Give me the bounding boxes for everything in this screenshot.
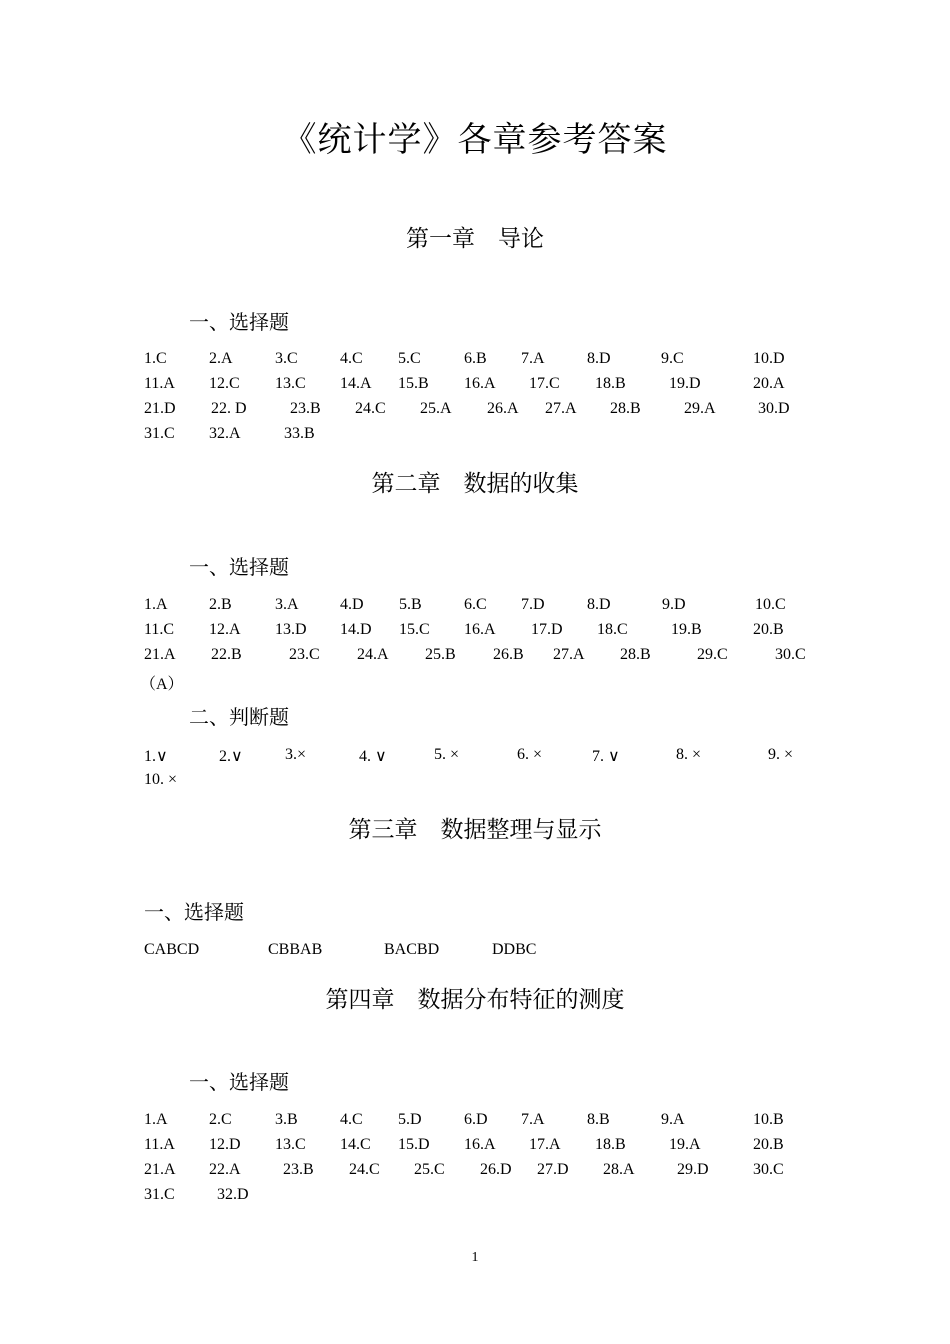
answer-item: 1.A xyxy=(144,596,168,613)
answer-item: 8.B xyxy=(587,1111,610,1128)
answer-item: CABCD xyxy=(144,941,200,958)
answer-item: 18.C xyxy=(597,621,628,638)
answer-item: 27.D xyxy=(537,1161,569,1178)
answer-item: 26.D xyxy=(480,1161,512,1178)
answer-item: 23.B xyxy=(283,1161,314,1178)
answer-item: 22.A xyxy=(209,1161,241,1178)
answer-item: 1.A xyxy=(144,1111,168,1128)
answer-item: 3.A xyxy=(275,596,299,613)
answer-item: 3.× xyxy=(285,746,307,763)
answer-item: 24.A xyxy=(357,646,389,663)
answer-item: 3.C xyxy=(275,350,298,367)
answer-item: 29.C xyxy=(697,646,728,663)
section-label: 二、判断题 xyxy=(189,705,289,729)
answer-item: 25.B xyxy=(425,646,456,663)
answer-item: 28.B xyxy=(620,646,651,663)
answer-item: 7.D xyxy=(521,596,545,613)
answer-item: 12.D xyxy=(209,1136,241,1153)
answer-item: 2.A xyxy=(209,350,233,367)
answer-item: 5.C xyxy=(398,350,421,367)
answer-item: 21.D xyxy=(144,400,176,417)
answer-item: 12.C xyxy=(209,375,240,392)
answer-item: 25.C xyxy=(414,1161,445,1178)
answer-item: 17.A xyxy=(529,1136,561,1153)
answer-item: 16.A xyxy=(464,621,496,638)
answer-item: 2.∨ xyxy=(219,748,243,765)
answer-item: 33.B xyxy=(284,425,315,442)
answer-item: 17.D xyxy=(531,621,563,638)
answer-item: 2.B xyxy=(209,596,232,613)
answer-item: 1.C xyxy=(144,350,167,367)
answer-item: 15.C xyxy=(399,621,430,638)
answer-item: 14.D xyxy=(340,621,372,638)
page-number: 1 xyxy=(471,1250,479,1265)
answer-item: 19.B xyxy=(671,621,702,638)
answer-item: 4. ∨ xyxy=(359,748,387,765)
answer-item: 7.A xyxy=(521,1111,545,1128)
answer-item: 5.D xyxy=(398,1111,422,1128)
section-label: 一、选择题 xyxy=(189,1070,289,1094)
answer-item: 29.D xyxy=(677,1161,709,1178)
answer-item: 14.C xyxy=(340,1136,371,1153)
answer-item: 10.B xyxy=(753,1111,784,1128)
section-label: 一、选择题 xyxy=(189,310,289,334)
answer-item: 13.C xyxy=(275,1136,306,1153)
answer-item: 30.C xyxy=(775,646,806,663)
answer-item: 19.D xyxy=(669,375,701,392)
answer-item: 28.B xyxy=(610,400,641,417)
answer-item: 11.A xyxy=(144,375,175,392)
answer-item: 15.D xyxy=(398,1136,430,1153)
answer-item: 12.A xyxy=(209,621,241,638)
answer-item: 11.A xyxy=(144,1136,175,1153)
answer-item: 23.C xyxy=(289,646,320,663)
answer-item: 9.C xyxy=(661,350,684,367)
answer-item: 26.A xyxy=(487,400,519,417)
answer-item: 9. × xyxy=(768,746,794,763)
answer-item: 8.D xyxy=(587,350,611,367)
answer-item: 24.C xyxy=(349,1161,380,1178)
answer-item: 6. × xyxy=(517,746,543,763)
answer-item: 24.C xyxy=(355,400,386,417)
answer-item: 6.D xyxy=(464,1111,488,1128)
answer-item: 8.D xyxy=(587,596,611,613)
answer-item: 5. × xyxy=(434,746,460,763)
document-title: 《统计学》各章参考答案 xyxy=(282,120,668,160)
section-label: 一、选择题 xyxy=(189,555,289,579)
answer-item: 4.C xyxy=(340,1111,363,1128)
chapter-heading: 第三章 数据整理与显示 xyxy=(348,817,602,843)
answer-item: 8. × xyxy=(676,746,702,763)
answer-item: 16.A xyxy=(464,1136,496,1153)
answer-item: 3.B xyxy=(275,1111,298,1128)
answer-item: 27.A xyxy=(553,646,585,663)
answer-item: 5.B xyxy=(399,596,422,613)
answer-item: 20.B xyxy=(753,621,784,638)
answer-item: 18.B xyxy=(595,375,626,392)
answer-item: 28.A xyxy=(603,1161,635,1178)
answer-item: 25.A xyxy=(420,400,452,417)
answer-item: 4.C xyxy=(340,350,363,367)
answer-item: 21.A xyxy=(144,1161,176,1178)
answer-item: 10.D xyxy=(753,350,785,367)
answer-item: 1.∨ xyxy=(144,748,168,765)
answer-item: 10. × xyxy=(144,771,178,788)
answer-item: 23.B xyxy=(290,400,321,417)
answer-item: 15.B xyxy=(398,375,429,392)
answer-item: 13.D xyxy=(275,621,307,638)
answer-item: 31.C xyxy=(144,425,175,442)
answer-item: BACBD xyxy=(384,941,440,958)
answer-item: 6.C xyxy=(464,596,487,613)
answer-item: 22.B xyxy=(211,646,242,663)
answer-item: 20.A xyxy=(753,375,785,392)
answer-item: 21.A xyxy=(144,646,176,663)
answer-item: 9.D xyxy=(662,596,686,613)
answer-item: 2.C xyxy=(209,1111,232,1128)
answer-item: 7. ∨ xyxy=(592,748,620,765)
answer-item: 29.A xyxy=(684,400,716,417)
answer-item: 32.A xyxy=(209,425,241,442)
answer-item: 30.C xyxy=(753,1161,784,1178)
answer-item: 26.B xyxy=(493,646,524,663)
answer-item: 9.A xyxy=(661,1111,685,1128)
answer-item: 22. D xyxy=(211,400,247,417)
answer-item: 32.D xyxy=(217,1186,249,1203)
answer-item: 13.C xyxy=(275,375,306,392)
answer-item: 18.B xyxy=(595,1136,626,1153)
answer-item: CBBAB xyxy=(268,941,323,958)
answer-item: 20.B xyxy=(753,1136,784,1153)
chapter-heading: 第一章 导论 xyxy=(406,226,544,252)
section-label: 一、选择题 xyxy=(144,900,244,924)
answer-item: 7.A xyxy=(521,350,545,367)
answer-item: 14.A xyxy=(340,375,372,392)
chapter-heading: 第二章 数据的收集 xyxy=(371,471,579,497)
answer-item: DDBC xyxy=(492,941,537,958)
answer-item: 31.C xyxy=(144,1186,175,1203)
answer-item: 16.A xyxy=(464,375,496,392)
chapter-heading: 第四章 数据分布特征的测度 xyxy=(325,987,625,1013)
answer-item: 4.D xyxy=(340,596,364,613)
answer-item: 27.A xyxy=(545,400,577,417)
answer-item: 6.B xyxy=(464,350,487,367)
answer-item: 10.C xyxy=(755,596,786,613)
answer-item: 30.D xyxy=(758,400,790,417)
answer-item: （A） xyxy=(140,676,184,693)
answer-item: 19.A xyxy=(669,1136,701,1153)
answer-item: 17.C xyxy=(529,375,560,392)
answer-item: 11.C xyxy=(144,621,175,638)
